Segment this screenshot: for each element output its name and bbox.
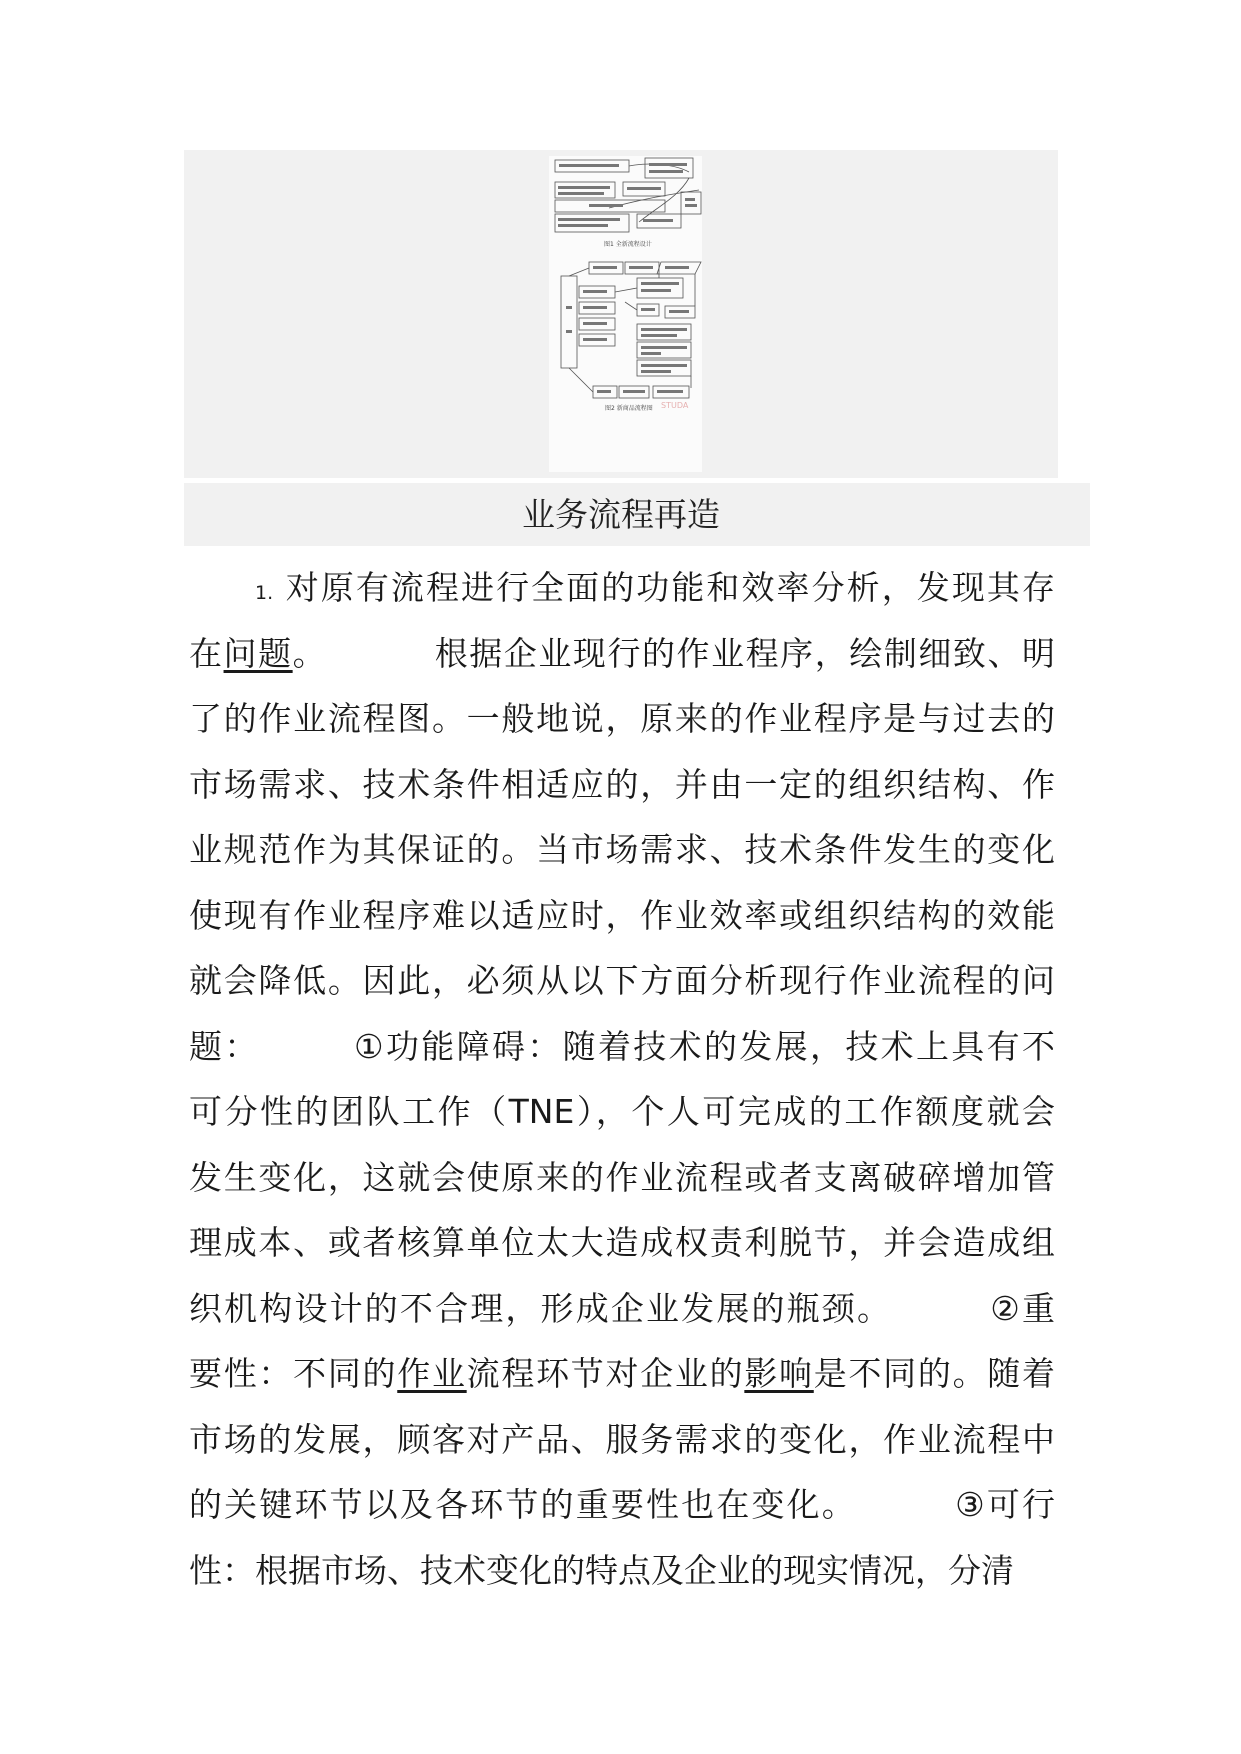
- text-line: [189, 817, 1055, 883]
- fig2-box-11: [637, 324, 691, 340]
- text-segment: 流程环节对企业的: [466, 1354, 745, 1393]
- fig2-arrow-1: [569, 268, 589, 276]
- fig2-box-13: [637, 360, 691, 376]
- text-segment: 是不同的。随着: [813, 1354, 1056, 1393]
- text-segment: 就会降低。因此，必须从以下方面分析现行作业流程的问: [189, 961, 1055, 1000]
- fig1-box-6: [681, 192, 701, 214]
- fig2-arrow-3: [615, 288, 637, 292]
- text-line: [189, 1341, 1055, 1407]
- text-segment: 业规范作为其保证的。当市场需求、技术条件发生的变化: [189, 830, 1055, 869]
- underlined-term: 作业: [397, 1354, 467, 1393]
- fig2-outer: [561, 276, 577, 368]
- watermark-text: STUDA: [661, 401, 689, 410]
- fig1-box-7: [555, 214, 629, 232]
- text-segment: ①功能障碍：随着技术的发展，技术上具有不: [351, 1026, 1056, 1066]
- text-segment: 。: [292, 633, 328, 673]
- fig2-box-8: [637, 278, 683, 298]
- text-segment: 织机构设计的不合理，形成企业发展的瓶颈。: [189, 1288, 893, 1328]
- fig1-box-3: [555, 182, 615, 198]
- fig1-caption: 图1 全新流程设计: [604, 241, 652, 248]
- process-diagram-figure: [549, 156, 702, 472]
- text-segment: 的关键环节以及各环节的重要性也在变化。: [189, 1485, 857, 1524]
- body-paragraph: [189, 555, 1055, 1603]
- text-segment: 了的作业流程图。一般地说，原来的作业程序是与过去的: [189, 699, 1055, 738]
- text-line: [189, 1407, 1055, 1473]
- text-segment: 使现有作业程序难以适应时，作业效率或组织结构的效能: [189, 895, 1055, 935]
- underlined-term: 问题: [223, 633, 293, 673]
- list-number: 1.: [255, 582, 274, 604]
- fig2-arrow-2: [569, 368, 593, 392]
- text-line: [189, 1472, 1055, 1538]
- fig2-arrow-7: [625, 302, 637, 310]
- text-line: [189, 1145, 1055, 1211]
- text-segment: ③可行: [952, 1485, 1056, 1524]
- text-line: [189, 555, 1055, 621]
- text-line: [189, 948, 1055, 1014]
- text-segment: 理成本、或者核算单位太大造成权责利脱节，并会造成组: [189, 1223, 1055, 1262]
- text-segment: 可分性的团队工作（TNE），个人可完成的工作额度就会: [189, 1092, 1055, 1131]
- fig1-box-2: [645, 158, 693, 178]
- text-line: [189, 1014, 1055, 1080]
- text-segment: 题：: [189, 1026, 260, 1066]
- text-segment: 发生变化，这就会使原来的作业流程或者支离破碎增加管: [189, 1157, 1055, 1197]
- text-segment: 要性：不同的: [189, 1354, 398, 1393]
- text-line: [189, 686, 1055, 752]
- text-line: [189, 1079, 1055, 1145]
- text-segment: 对原有流程进行全面的功能和效率分析，发现其存: [273, 568, 1055, 607]
- text-line: [189, 621, 1055, 687]
- fig2-caption: 图2 新商品流程图: [605, 405, 653, 412]
- text-segment: ②重: [988, 1288, 1056, 1328]
- text-segment: 性：根据市场、技术变化的特点及企业的现实情况，分清: [189, 1550, 1014, 1590]
- caption-background: [184, 483, 1090, 546]
- text-segment: 在: [189, 633, 224, 673]
- text-line: [189, 752, 1055, 818]
- text-line: [189, 1210, 1055, 1276]
- fig2-box-12: [637, 342, 691, 358]
- text-segment: 市场的发展，顾客对产品、服务需求的变化，作业流程中: [189, 1419, 1055, 1459]
- figure-caption: 业务流程再造: [522, 495, 720, 534]
- text-segment: 根据企业现行的作业程序，绘制细致、明: [433, 633, 1056, 673]
- text-line: [189, 883, 1055, 949]
- underlined-term: 影响: [744, 1354, 814, 1393]
- text-line: [189, 1276, 1055, 1342]
- text-segment: 市场需求、技术条件相适应的，并由一定的组织结构、作: [189, 764, 1055, 804]
- text-line: [189, 1538, 1055, 1604]
